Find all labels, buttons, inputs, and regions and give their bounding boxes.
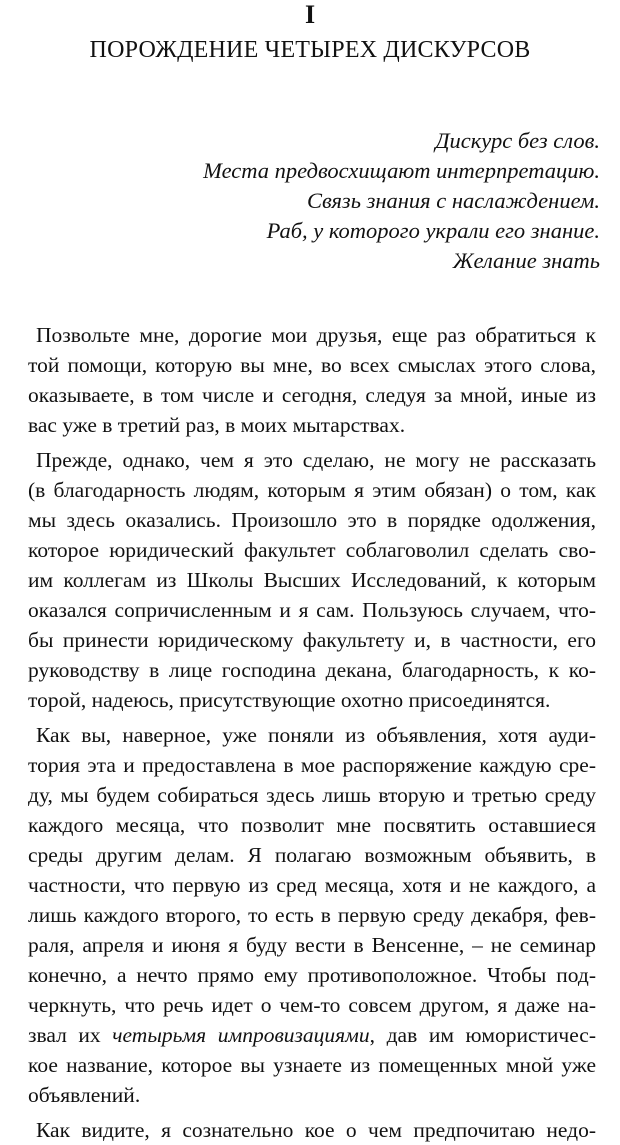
chapter-number: I [304, 0, 316, 29]
text-line: среды другим делам. Я полагаю возможным объявить, в [28, 843, 596, 867]
text-line: торой, надеюсь, присутствующие охотно присоединятся. [28, 688, 551, 712]
text-line: вас уже в третий раз, в моих мытарствах. [28, 413, 406, 437]
text-line: Прежде, однако, чем я это сделаю, не могу не рассказать [36, 448, 596, 472]
text-line: оказываете, в том числе и сегодня, следуя за мной, иные из [28, 383, 596, 407]
text-line-with-emphasis [28, 1020, 596, 1050]
epigraph-line: Места предвосхищают интерпретацию. [203, 158, 600, 183]
text-line: Позвольте мне, дорогие мои друзья, еще раз обратиться к [36, 323, 596, 347]
text-line: бы принести юридическому факультету и, в частности, его [28, 628, 596, 652]
text-line: лишь каждого второго, то есть в первую среду декабря, фев- [28, 903, 596, 927]
text-line: которое юридический факультет соблаговолил сделать сво- [28, 538, 596, 562]
text-line: ду, мы будем собираться здесь лишь вторую и третью среду [28, 783, 596, 807]
paragraph-2 [28, 445, 596, 715]
body-text [28, 320, 596, 1145]
chapter-title: ПОРОЖДЕНИЕ ЧЕТЫРЕХ ДИСКУРСОВ [89, 37, 531, 63]
emphasized-phrase: четырьмя импровизациями [112, 1023, 370, 1047]
text-line: конечно, а нечто прямо ему противоположное. Чтобы под- [28, 963, 596, 987]
text-line: Как вы, наверное, уже поняли из объявления, хотя ауди- [36, 723, 596, 747]
text-line: объявлений. [28, 1083, 141, 1107]
text-line: кое название, которое вы узнаете из помещенных мной уже [28, 1053, 596, 1077]
epigraph [80, 126, 600, 276]
text-line: частности, что первую из сред месяца, хотя и не каждого, а [28, 873, 596, 897]
text-line: им коллегам из Школы Высших Исследований, к которым [28, 568, 596, 592]
text-line: мы здесь оказались. Произошло это в порядке одолжения, [28, 508, 596, 532]
text-line: каждого месяца, что позволит мне посвятить оставшиеся [28, 813, 596, 837]
text-fragment: , дав им юмористичес- [369, 1023, 596, 1047]
text-line: (в благодарность людям, которым я этим обязан) о том, как [28, 478, 596, 502]
text-line: Как видите, я сознательно кое о чем предпочитаю недо- [36, 1118, 596, 1142]
paragraph-3 [28, 720, 596, 1110]
paragraph-1 [28, 320, 596, 440]
epigraph-line: Раб, у которого украли его знание. [266, 218, 600, 243]
paragraph-4 [28, 1115, 596, 1145]
text-line: той помощи, которую вы мне, во всех смыслах этого слова, [28, 353, 596, 377]
text-line: раля, апреля и июня я буду вести в Венсенне, – не семинар [28, 933, 596, 957]
text-line: оказался сопричисленным и я сам. Пользуюсь случаем, что- [28, 598, 596, 622]
text-line: руководству в лице господина декана, благодарность, к ко- [28, 658, 596, 682]
epigraph-line: Желание знать [452, 248, 600, 273]
text-line: черкнуть, что речь идет о чем-то совсем другом, я даже на- [28, 993, 596, 1017]
text-line: тория эта и предоставлена в мое распоряжение каждую сре- [28, 753, 596, 777]
epigraph-line: Дискурс без слов. [435, 128, 600, 153]
text-fragment: звал их [28, 1023, 113, 1047]
epigraph-line: Связь знания с наслаждением. [306, 188, 600, 213]
